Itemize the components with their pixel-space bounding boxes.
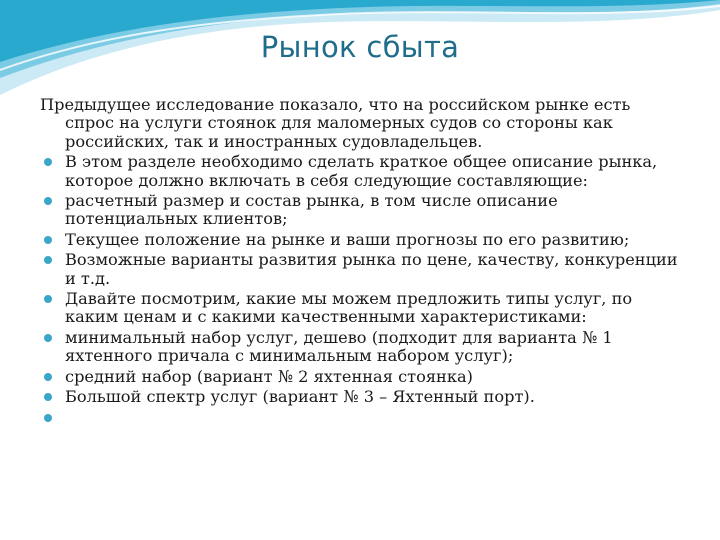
bullet-icon [44, 334, 52, 342]
list-item [40, 368, 680, 386]
list-item [40, 329, 680, 366]
bullet-icon [44, 295, 52, 303]
list-item-text: минимальный набор услуг, дешево (подходит для варианта № 1 яхтенного причала с минимальным набором услуг); [65, 327, 613, 366]
bullet-icon [44, 158, 52, 166]
intro-paragraph: Предыдущее исследование показало, что на российском рынке есть спрос на услуги стоянок для маломерных судов со стороны как российских, так и иностранных судовладельцев. [40, 95, 631, 151]
slide-body [40, 96, 680, 427]
list-item [40, 231, 680, 249]
bullet-icon [44, 236, 52, 244]
slide-title: Рынок сбыта [260, 30, 460, 64]
list-item-text: Большой спектр услуг (вариант № 3 – Яхтенный порт). [65, 387, 535, 407]
bullet-icon [44, 197, 52, 205]
bullet-icon [44, 393, 52, 401]
bullet-icon [44, 414, 52, 422]
list-item [40, 153, 680, 190]
bullet-list [40, 153, 680, 426]
bullet-icon [44, 256, 52, 264]
list-item [40, 409, 680, 427]
list-item-text: Возможные варианты развития рынка по цене, качеству, конкуренции и т.д. [65, 250, 678, 288]
list-item-text: Текущее положение на рынке и ваши прогнозы по его развитию; [65, 229, 630, 249]
list-item-text: средний набор (вариант № 2 яхтенная стоянка) [65, 366, 473, 386]
list-item [40, 290, 680, 327]
list-item-text: расчетный размер и состав рынка, в том числе описание потенциальных клиентов; [65, 191, 558, 229]
list-item-text: Давайте посмотрим, какие мы можем предложить типы услуг, по каким ценам и с какими качественными характеристиками: [65, 289, 633, 327]
list-item [40, 192, 680, 229]
list-item [40, 388, 680, 406]
bullet-icon [44, 373, 52, 381]
list-item [40, 251, 680, 288]
list-item-text: В этом разделе необходимо сделать краткое общее описание рынка, которое должно включать в себя следующие составляющие: [65, 152, 658, 190]
